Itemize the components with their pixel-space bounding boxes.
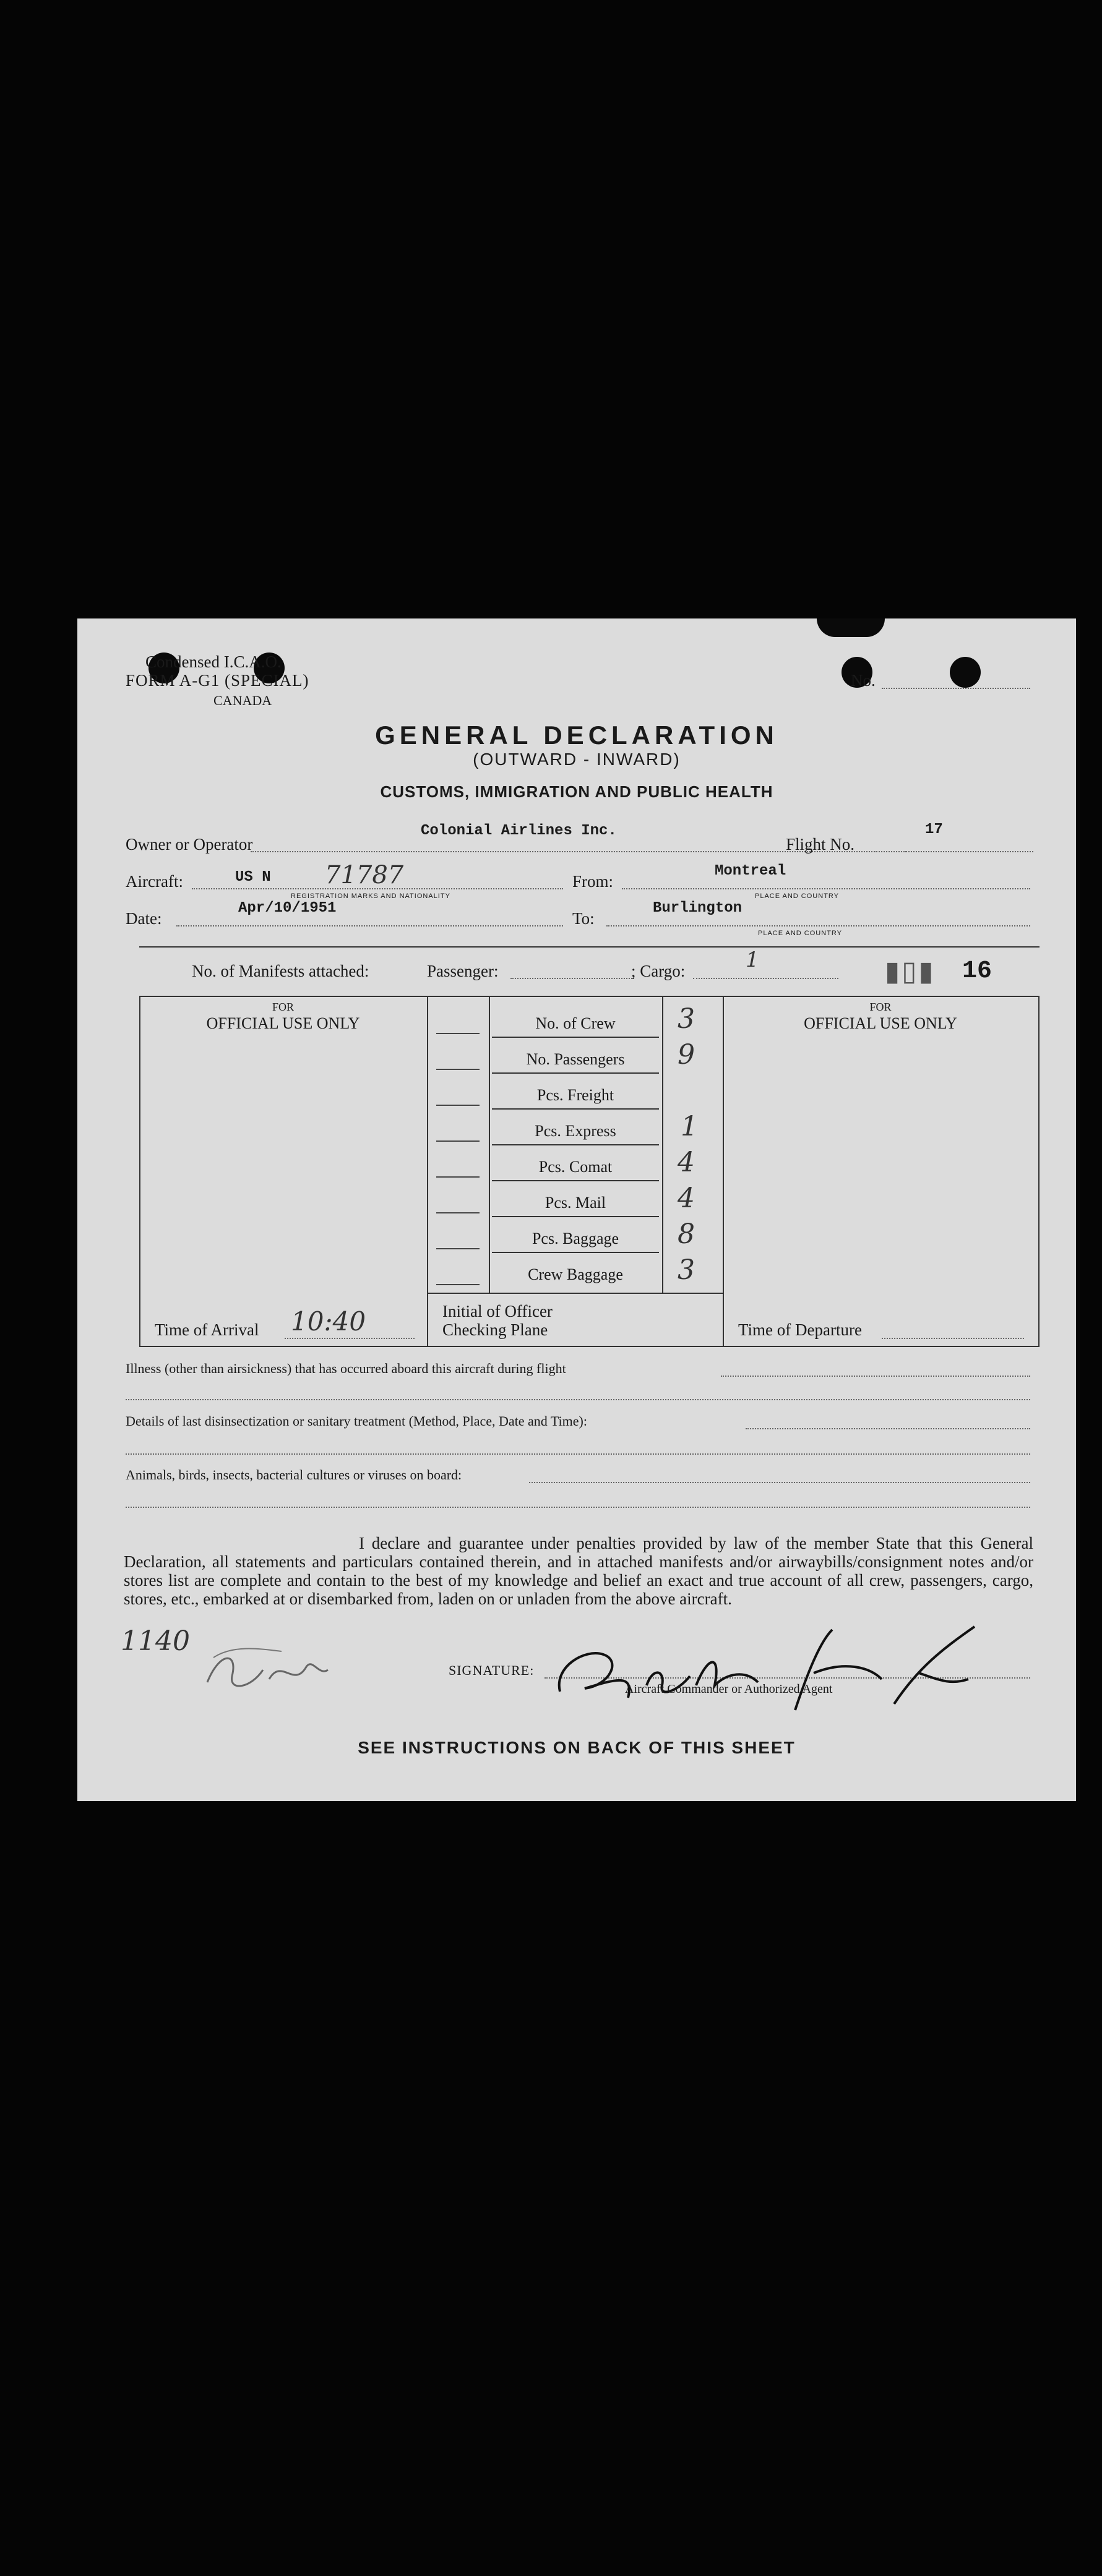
- from-value: Montreal: [715, 863, 786, 879]
- form-id: FORM A-G1 (SPECIAL): [126, 671, 309, 690]
- row-dash: [436, 1033, 480, 1034]
- stamp-marks: ▮▯▮: [885, 956, 936, 986]
- form-title: GENERAL DECLARATION: [375, 721, 778, 750]
- signature-label: SIGNATURE:: [449, 1662, 535, 1678]
- aircraft-label: Aircraft:: [126, 872, 183, 891]
- row-value-comat: 4: [678, 1147, 695, 1178]
- date-label: Date:: [126, 909, 162, 928]
- table-divider: [427, 996, 428, 1347]
- margin-scribble: [195, 1633, 337, 1701]
- table-inner-rule: [427, 1293, 724, 1294]
- row-value-passengers: 9: [678, 1039, 695, 1071]
- aircraft-prefix: US N: [235, 869, 271, 886]
- owner-label: Owner or Operator: [126, 835, 253, 854]
- cargo-line: [693, 978, 838, 979]
- owner-value: Colonial Airlines Inc.: [421, 823, 617, 839]
- arrival-label: Time of Arrival: [155, 1320, 259, 1339]
- instructions-footer: SEE INSTRUCTIONS ON BACK OF THIS SHEET: [358, 1738, 796, 1757]
- arrival-line: [285, 1338, 415, 1339]
- to-value: Burlington: [653, 900, 743, 917]
- left-header-official: OFFICIAL USE ONLY: [206, 1014, 360, 1032]
- table-top-rule: [139, 996, 1040, 997]
- row-dash: [436, 1248, 480, 1249]
- table-divider: [723, 996, 724, 1347]
- table-right-border: [1038, 996, 1040, 1347]
- left-header-for: FOR: [272, 1001, 294, 1013]
- place-country-caption: PLACE AND COUNTRY: [758, 930, 842, 937]
- table-left-border: [139, 996, 140, 1347]
- customs-line: CUSTOMS, IMMIGRATION AND PUBLIC HEALTH: [380, 782, 773, 801]
- row-rule: [492, 1108, 659, 1110]
- row-rule: [492, 1252, 659, 1253]
- table-bottom-rule: [139, 1346, 1040, 1347]
- right-header-official: OFFICIAL USE ONLY: [804, 1014, 957, 1032]
- to-line: [606, 925, 1030, 926]
- flight-line: [876, 851, 1033, 852]
- country: CANADA: [213, 693, 272, 708]
- row-value-express: 1: [681, 1111, 698, 1142]
- row-value-crew-baggage: 3: [678, 1254, 695, 1286]
- row-rule: [492, 1072, 659, 1074]
- row-label-mail: Pcs. Mail: [545, 1194, 606, 1212]
- manifests-label: No. of Manifests attached:: [192, 962, 369, 980]
- signature-handwriting: [548, 1617, 993, 1722]
- row-value-crew: 3: [678, 1003, 695, 1035]
- row-label-baggage: Pcs. Baggage: [532, 1230, 619, 1247]
- torn-edge: [817, 618, 885, 637]
- signer-caption: Aircraft Commander or Authorized Agent: [625, 1682, 833, 1696]
- disinsect-line-2: [126, 1453, 1030, 1455]
- row-label-crew-baggage: Crew Baggage: [528, 1265, 623, 1283]
- punch-hole: [950, 657, 981, 688]
- row-label-freight: Pcs. Freight: [536, 1086, 614, 1104]
- from-label: From:: [572, 872, 614, 891]
- illness-line-2: [126, 1399, 1030, 1400]
- table-divider: [662, 996, 663, 1293]
- form-subtitle: (OUTWARD - INWARD): [473, 750, 681, 769]
- animals-question: Animals, birds, insects, bacterial cultures or viruses on board:: [126, 1467, 462, 1483]
- row-rule: [492, 1180, 659, 1181]
- declaration-text: I declare and guarantee under penalties provided by law of the member State that this General Declaration, all statements and particulars contained therein, and in attached manifests and/or airwaybills/consignment notes and/or stores list are complete and contain to the best of my knowledge and belief an exact and true account of all crew, passengers, cargo, stores, etc., embarked at or disembarked from, laden on or unladen from the above aircraft.: [124, 1534, 1033, 1608]
- cargo-label: ; Cargo:: [631, 962, 686, 980]
- row-value-baggage: 8: [678, 1218, 695, 1250]
- flight-value: 17: [925, 821, 943, 838]
- row-dash: [436, 1069, 480, 1070]
- animals-line-2: [126, 1507, 1030, 1508]
- margin-note: 1140: [121, 1625, 190, 1657]
- row-label-passengers: No. Passengers: [526, 1050, 625, 1068]
- declaration-form-sheet: [77, 618, 1076, 1801]
- row-label-comat: Pcs. Comat: [538, 1158, 613, 1176]
- row-dash: [436, 1176, 480, 1178]
- aircraft-value: 71787: [325, 861, 404, 889]
- disinsect-line: [746, 1428, 1030, 1429]
- from-line: [622, 888, 1030, 889]
- row-rule: [492, 1216, 659, 1217]
- row-rule: [492, 1144, 659, 1145]
- illness-line: [721, 1376, 1030, 1377]
- date-line: [176, 925, 563, 926]
- officer-label-2: Checking Plane: [442, 1320, 548, 1339]
- row-value-mail: 4: [678, 1183, 695, 1214]
- row-dash: [436, 1284, 480, 1285]
- place-country-caption: PLACE AND COUNTRY: [755, 892, 839, 900]
- row-label-express: Pcs. Express: [535, 1122, 616, 1140]
- passenger-label: Passenger:: [427, 962, 499, 980]
- separator-rule: [139, 946, 1040, 948]
- cargo-value: 1: [746, 948, 759, 972]
- right-header-for: FOR: [869, 1001, 892, 1013]
- row-label-crew: No. of Crew: [535, 1014, 616, 1032]
- departure-label: Time of Departure: [738, 1320, 862, 1339]
- arrival-value: 10:40: [291, 1306, 366, 1337]
- condensed-line: Condensed I.C.A.O.: [145, 653, 282, 671]
- to-label: To:: [572, 909, 595, 928]
- row-dash: [436, 1105, 480, 1106]
- flight-label: Flight No.: [786, 835, 855, 854]
- date-value: Apr/10/1951: [238, 900, 337, 917]
- departure-line: [882, 1338, 1024, 1339]
- stamp-value: 16: [962, 957, 992, 985]
- row-dash: [436, 1140, 480, 1142]
- table-divider: [489, 996, 490, 1293]
- passenger-line: [510, 978, 634, 979]
- no-label: No.: [851, 671, 876, 690]
- row-rule: [492, 1037, 659, 1038]
- row-dash: [436, 1212, 480, 1213]
- no-line: [882, 688, 1030, 689]
- disinsect-question: Details of last disinsectization or sanitary treatment (Method, Place, Date and Time):: [126, 1413, 587, 1429]
- animals-line: [529, 1482, 1030, 1483]
- illness-question: Illness (other than airsickness) that has occurred aboard this aircraft during flight: [126, 1361, 566, 1376]
- officer-label-1: Initial of Officer: [442, 1302, 553, 1320]
- registration-caption: REGISTRATION MARKS AND NATIONALITY: [291, 892, 450, 900]
